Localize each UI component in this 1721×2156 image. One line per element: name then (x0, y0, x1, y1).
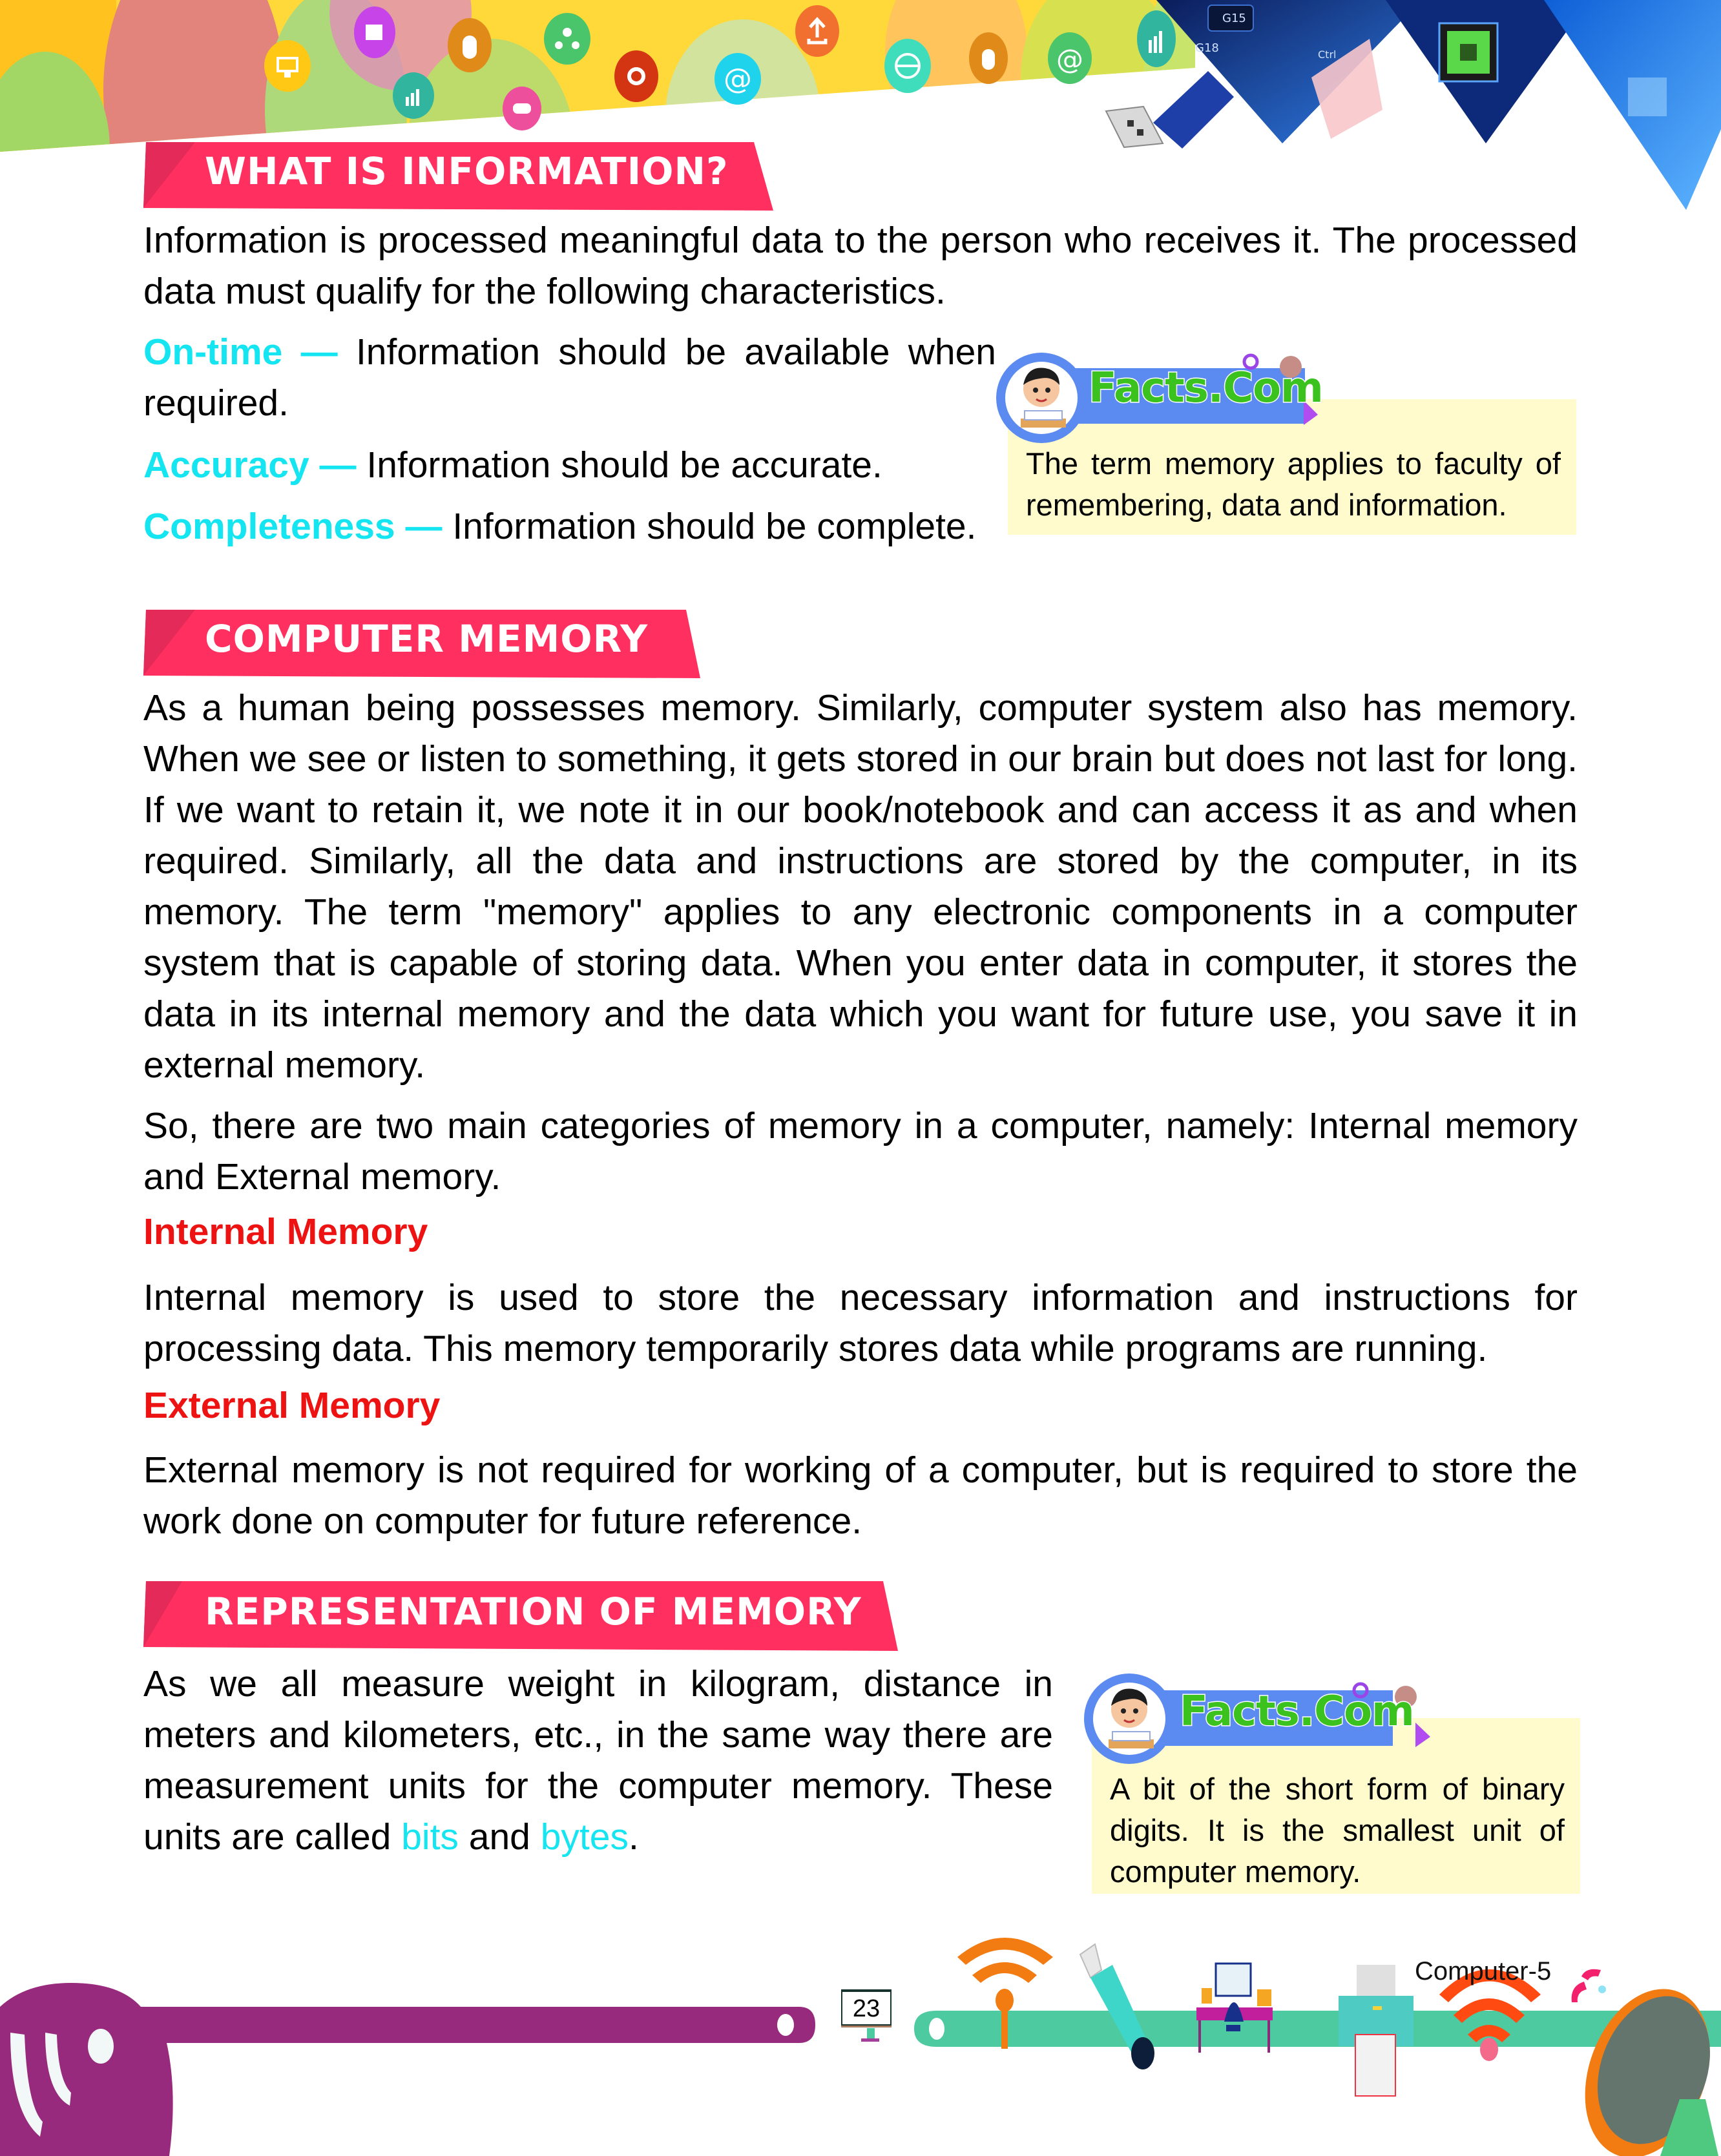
text: and (458, 1816, 541, 1858)
dash: — (395, 506, 453, 547)
mouse-icon (448, 18, 492, 72)
keyword-bytes: bytes (540, 1816, 629, 1858)
section-banner-computer-memory (143, 605, 705, 673)
satellite-dish-icon (1563, 1969, 1721, 2156)
internal-memory-heading: Internal Memory (143, 1211, 428, 1252)
facts-box (995, 342, 1576, 536)
facts-title: Facts.Com (1180, 1688, 1414, 1736)
text: As we all measure weight in kilogram, distance in meters and kilometers, etc., in the same way there are measurement units for the computer memory. These units are called (143, 1663, 1053, 1858)
at-sign-icon (714, 53, 761, 105)
chart-growth-icon (393, 72, 434, 119)
characteristic-term: On-time (143, 331, 283, 373)
at-sign-icon (1048, 32, 1092, 84)
facts-text: A bit of the short form of binary digits. It is the smallest unit of computer memory. (1092, 1718, 1580, 1894)
characteristic-accuracy (143, 440, 1048, 491)
characteristic-term: Completeness (143, 506, 395, 547)
upload-icon (795, 5, 839, 57)
network-people-icon (544, 13, 590, 65)
characteristic-text: Information should be complete. (452, 506, 977, 547)
characteristic-completeness (143, 501, 1048, 552)
information-intro: Information is processed meaningful data to the person who receives it. The processed data must qualify for the following characteristics. (143, 220, 1578, 312)
printer-icon (1339, 1965, 1413, 2096)
section-banner-what-is-information (143, 137, 783, 205)
svg-text:G15: G15 (1222, 12, 1246, 25)
svg-text:Ctrl: Ctrl (1318, 48, 1337, 61)
computer-memory-paragraph-2: So, there are two main categories of memory in a computer, namely: Internal memory and External memory. (143, 1105, 1578, 1197)
external-memory-text: External memory is not required for working of a computer, but is required to store the work done on computer for future reference. (143, 1449, 1578, 1542)
gears-icon (614, 50, 658, 102)
external-memory-heading: External Memory (143, 1385, 441, 1426)
bar-chart-icon (1137, 10, 1176, 67)
globe-icon (884, 39, 931, 93)
usb-drive-image (1106, 71, 1234, 149)
section-title: REPRESENTATION OF MEMORY (205, 1590, 862, 1633)
gamepad-icon (503, 87, 541, 130)
page-number: 23 (841, 1989, 892, 2026)
characteristic-term: Accuracy (143, 444, 309, 486)
keyword-bits: bits (401, 1816, 459, 1858)
svg-text:@: @ (1056, 43, 1083, 75)
characteristic-text: Information should be available when required. (143, 331, 996, 424)
mouse-icon (969, 32, 1008, 84)
svg-text:@: @ (724, 63, 752, 96)
monitor-icon (264, 40, 311, 92)
purple-pipe-graphic (0, 1983, 815, 2156)
book-label: Computer-5 (1415, 1957, 1552, 1985)
facts-box (1083, 1663, 1580, 1896)
representation-paragraph (143, 1659, 1053, 1863)
dash: — (309, 444, 367, 486)
section-title: COMPUTER MEMORY (205, 617, 649, 661)
section-banner-representation-of-memory (143, 1577, 906, 1646)
windows-logo-image (1544, 0, 1721, 210)
svg-text:G18: G18 (1195, 41, 1219, 55)
folder-icon (354, 6, 395, 58)
computer-memory-paragraph-1: As a human being possesses memory. Similarly, computer system also has memory. When we see or listen to something, it gets stored in our brain but does not last for long. If we want to retain it, we note it in our book/notebook and can access it as and when required. Similarly, all the data and instructions are stored by the computer, in its memory. The term "memory" applies to any electronic components in a computer system that is capable of storing data. When you enter data in computer, it stores the data in its internal memory and the data which you want for future use, you save it in external memory. (143, 687, 1578, 1086)
dash: — (282, 331, 356, 373)
characteristic-text: Information should be accurate. (366, 444, 882, 486)
usb-drive-icon (1080, 1944, 1154, 2069)
facts-text: The term memory applies to faculty of remembering, data and information. (1008, 399, 1576, 535)
internal-memory-text: Internal memory is used to store the necessary information and instructions for processing data. This memory temporarily stores data while programs are running. (143, 1277, 1578, 1369)
characteristic-on-time (143, 327, 996, 429)
section-title: WHAT IS INFORMATION? (205, 149, 729, 193)
facts-title: Facts.Com (1089, 364, 1323, 412)
text: . (628, 1816, 639, 1858)
